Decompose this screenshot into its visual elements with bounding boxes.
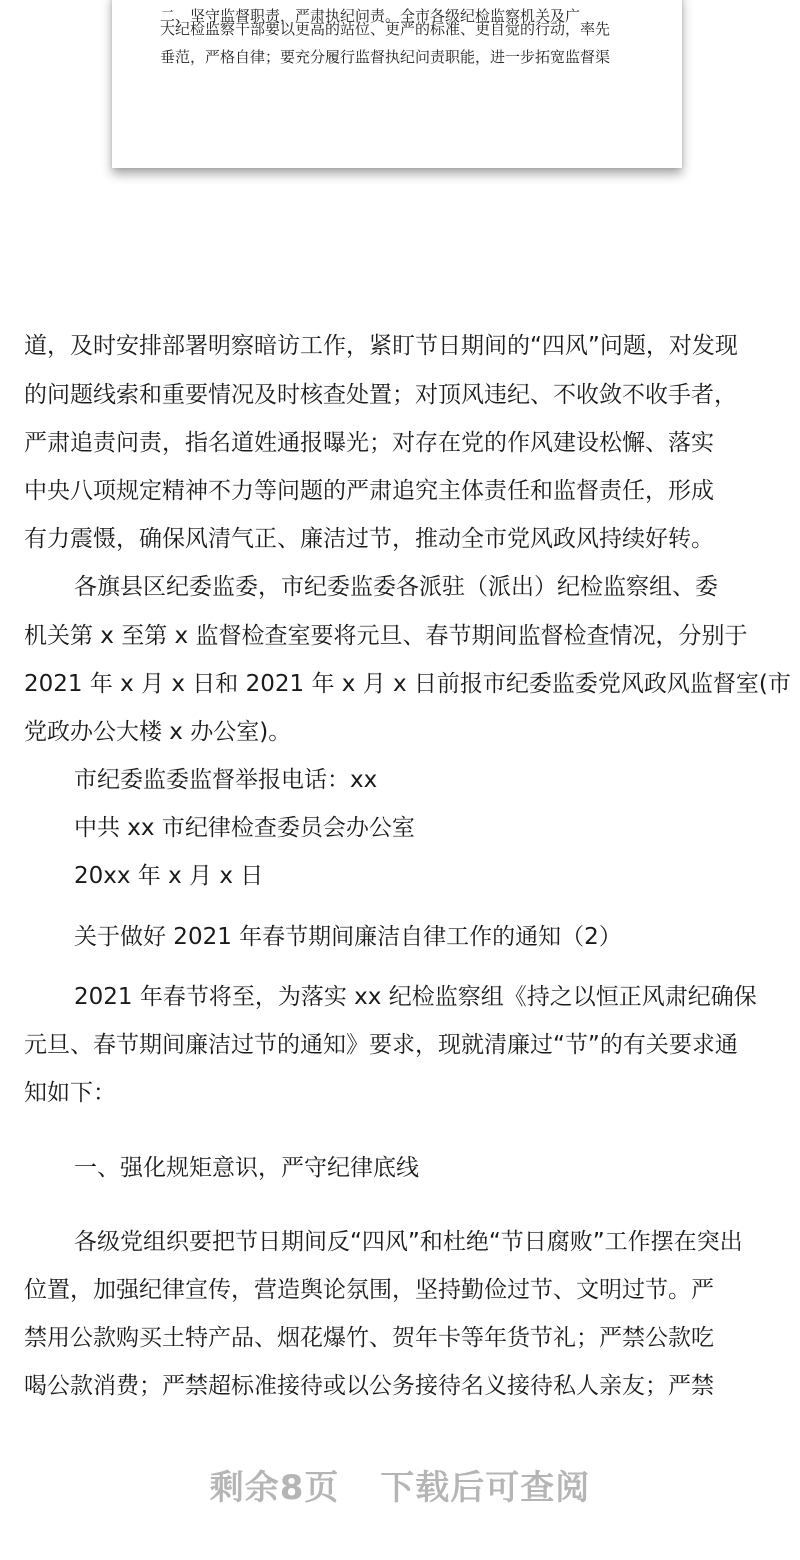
body-line: 各级党组织要把节日期间反“四风”和杜绝“节日腐败”工作摆在突出 bbox=[74, 1229, 743, 1255]
body-line: 有力震慑，确保风清气正、廉洁过节，推动全市党风政风持续好转。 bbox=[24, 526, 714, 552]
body-line: 喝公款消费；严禁超标准接待或以公务接待名义接待私人亲友；严禁 bbox=[24, 1373, 714, 1399]
body-line: 中央八项规定精神不力等问题的严肃追究主体责任和监督责任，形成 bbox=[24, 478, 714, 504]
preview-line-2: 大纪检监察干部要以更高的站位、更严的标准、更自觉的行动，率先 bbox=[160, 20, 611, 38]
preview-line-1: 二、坚守监督职责，严肃执纪问责。全市各级纪检监察机关及广 bbox=[160, 7, 581, 25]
body-line: 20xx 年 x 月 x 日 bbox=[74, 863, 264, 889]
body-line: 禁用公款购买土特产品、烟花爆竹、贺年卡等年货节礼；严禁公款吃 bbox=[24, 1325, 714, 1351]
body-line: 各旗县区纪委监委，市纪委监委各派驻（派出）纪检监察组、委 bbox=[74, 574, 718, 600]
body-line: 道，及时安排部署明察暗访工作，紧盯节日期间的“四风”问题，对发现 bbox=[24, 333, 738, 359]
body-line: 机关第 x 至第 x 监督检查室要将元旦、春节期间监督检查情况，分别于 bbox=[24, 623, 748, 649]
body-line: 党政办公大楼 x 办公室)。 bbox=[24, 719, 292, 745]
section-heading: 关于做好 2021 年春节期间廉洁自律工作的通知（2） bbox=[74, 924, 622, 950]
body-line: 2021 年 x 月 x 日和 2021 年 x 月 x 日前报市纪委监委党风政风监督室(市 bbox=[24, 671, 791, 697]
body-line: 中共 xx 市纪律检查委员会办公室 bbox=[74, 815, 415, 841]
section-heading: 一、强化规矩意识，严守纪律底线 bbox=[74, 1155, 419, 1181]
body-line: 位置，加强纪律宣传，营造舆论氛围，坚持勤俭过节、文明过节。严 bbox=[24, 1277, 714, 1303]
download-prompt-banner[interactable] bbox=[0, 1460, 800, 1509]
body-line: 2021 年春节将至，为落实 xx 纪检监察组《持之以恒正风肃纪确保 bbox=[74, 984, 757, 1010]
preview-line-3: 垂范，严格自律；要充分履行监督执纪问责职能，进一步拓宽监督渠 bbox=[160, 48, 611, 66]
body-line: 市纪委监委监督举报电话：xx bbox=[74, 767, 378, 793]
download-to-view-label[interactable]: 下载后可查阅 bbox=[380, 1468, 591, 1508]
body-line: 元旦、春节期间廉洁过节的通知》要求，现就清廉过“节”的有关要求通 bbox=[24, 1032, 738, 1058]
body-line: 的问题线索和重要情况及时核查处置；对顶风违纪、不收敛不收手者， bbox=[24, 382, 737, 408]
body-line: 严肃追责问责，指名道姓通报曝光；对存在党的作风建设松懈、落实 bbox=[24, 430, 714, 456]
remaining-pages-label[interactable]: 剩余8页 bbox=[209, 1468, 340, 1508]
document-preview-card bbox=[112, 0, 682, 168]
body-line: 知如下： bbox=[24, 1080, 116, 1106]
